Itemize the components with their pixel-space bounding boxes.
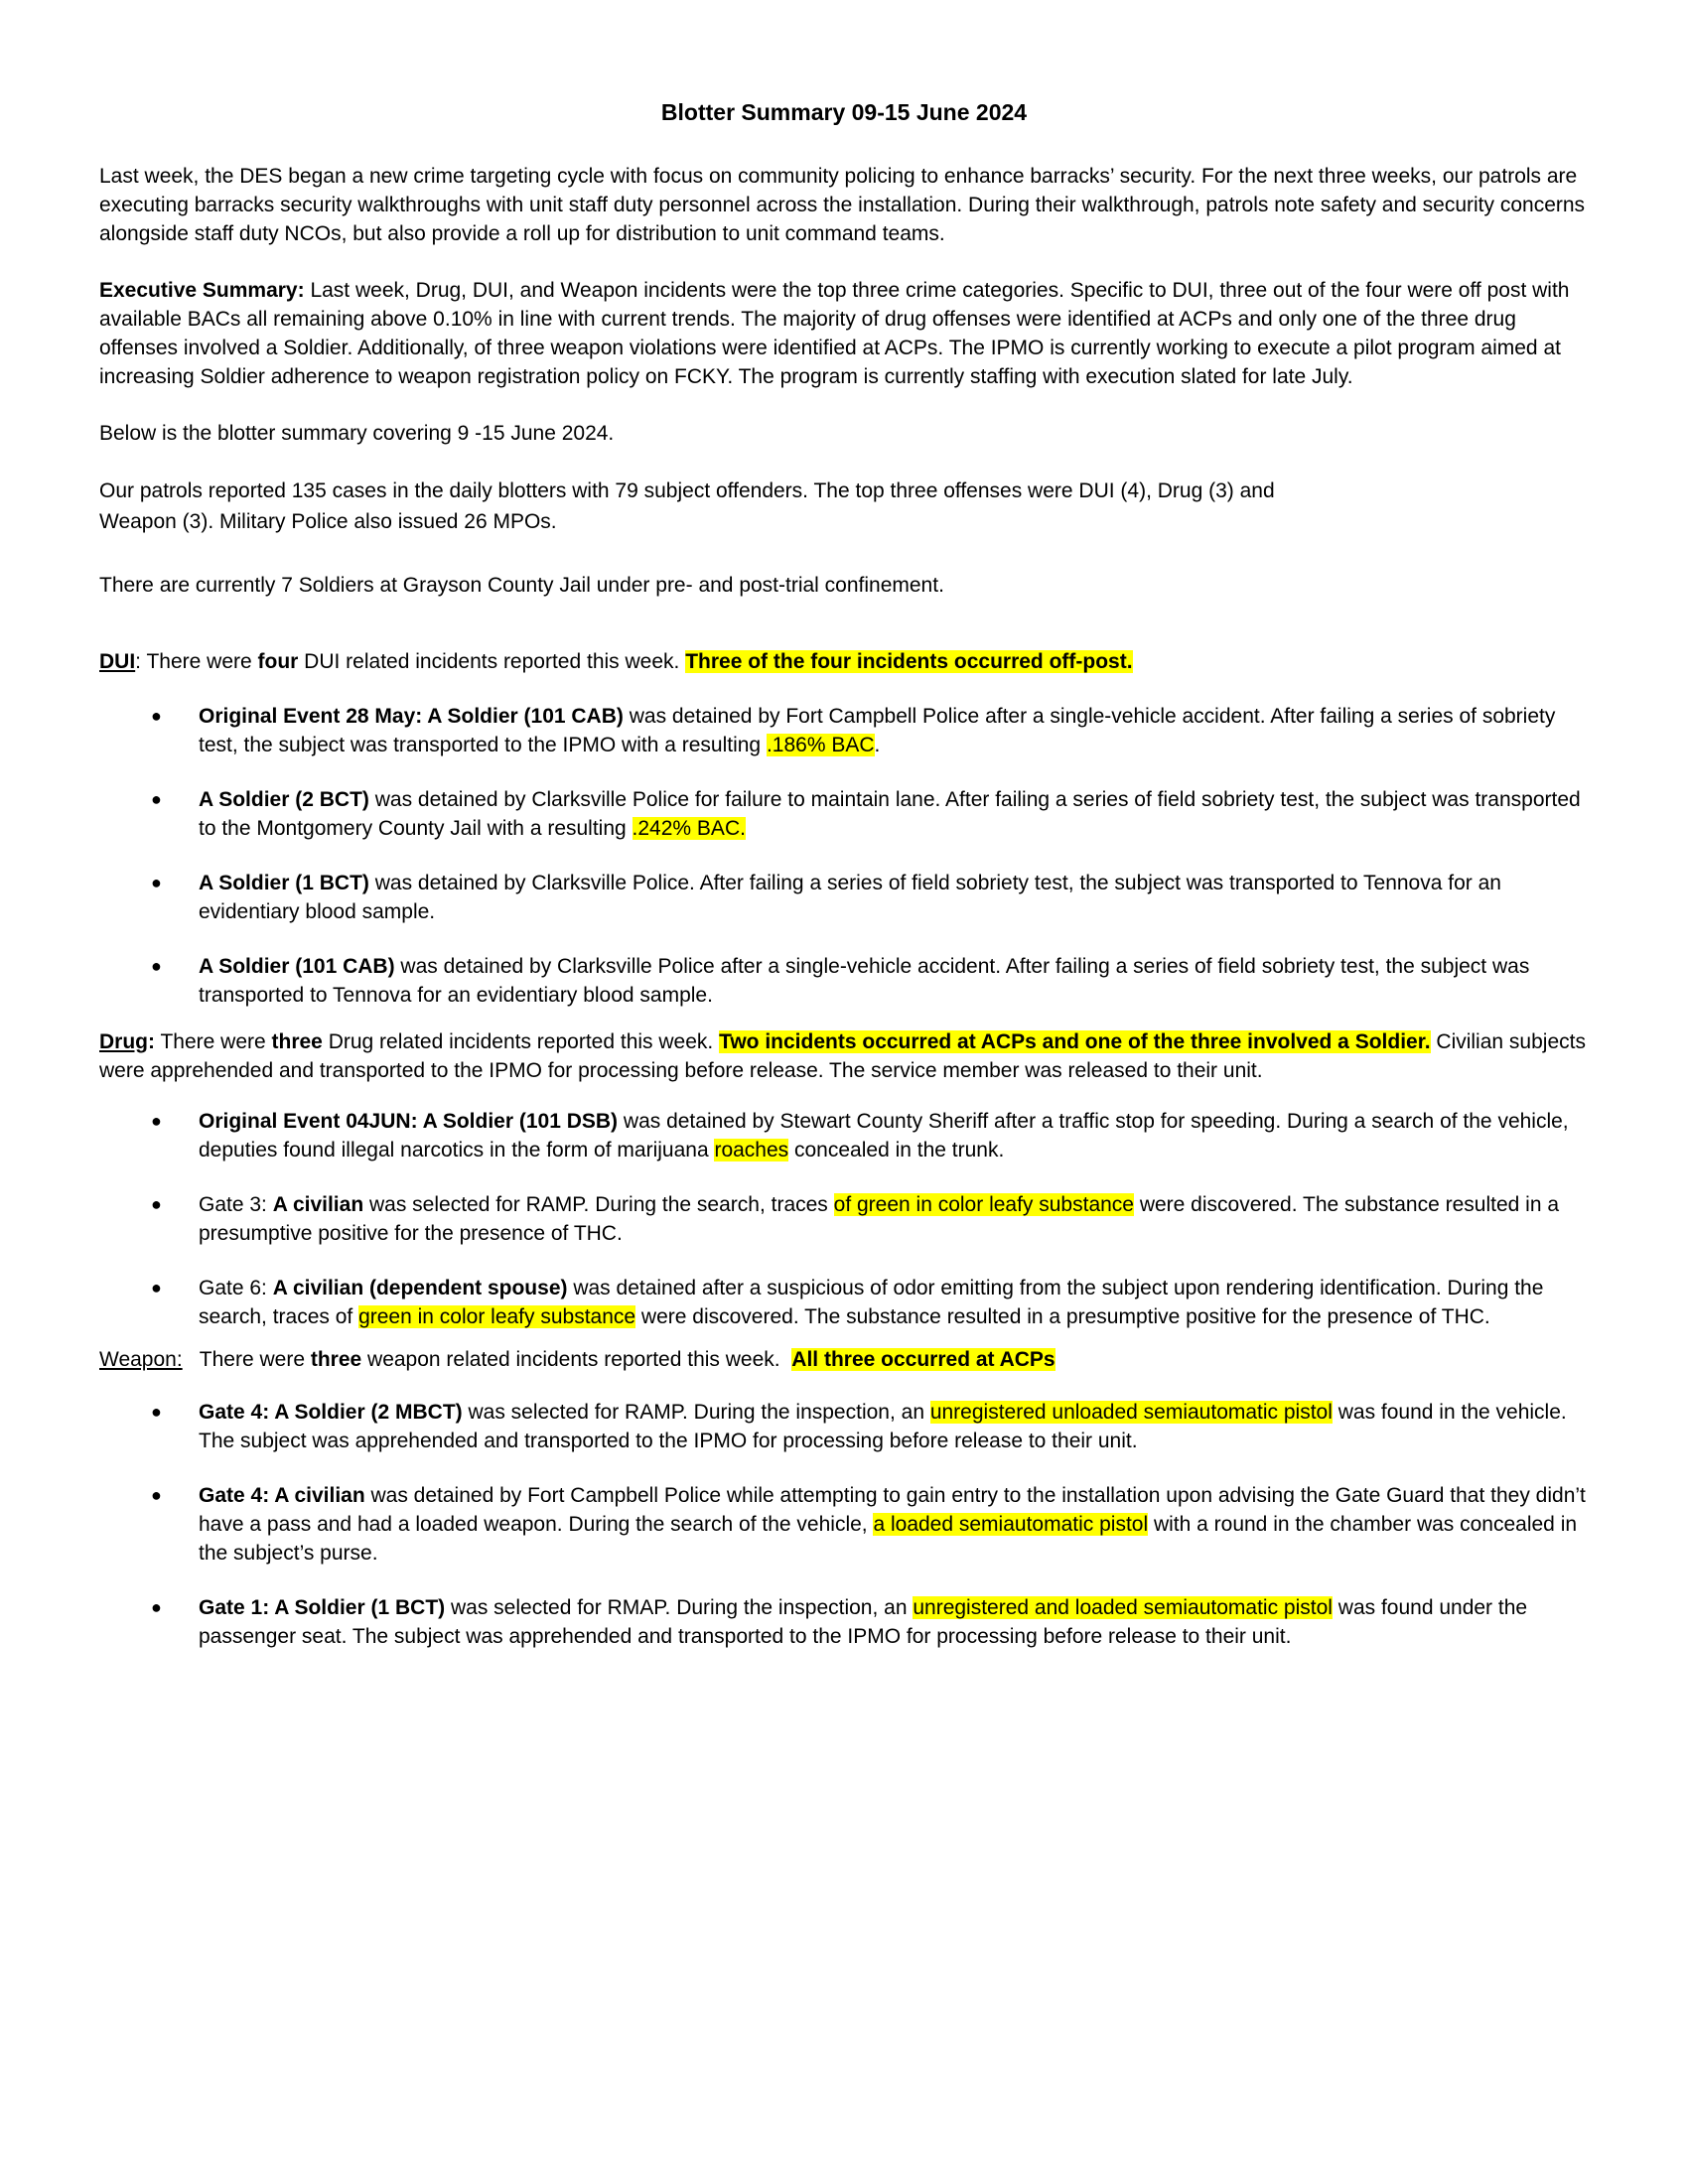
weapon-post: weapon related incidents reported this week.: [361, 1348, 792, 1371]
intro-paragraph: Last week, the DES began a new crime targeting cycle with focus on community policing to enhance barracks’ security. For the next three weeks, our patrols are executing barracks security walkthroughs with unit staff duty personnel across the installation. During their walkthrough, patrols note safety and security concerns alongside staff duty NCOs, but also provide a roll up for distribution to unit command teams.: [99, 165, 1586, 245]
drug-pre: There were: [155, 1030, 272, 1053]
incident-subject: Gate 4: A civilian: [199, 1484, 365, 1507]
incident-text: was detained after a suspicious of odor emitting from the subject upon rendering identification. During the search, traces of: [199, 1277, 1544, 1328]
bullet-icon: ●: [151, 1278, 162, 1297]
dui-incident: [99, 869, 1589, 926]
incident-subject: Gate 1: A Soldier (1 BCT): [199, 1596, 446, 1619]
incident-highlight: .186% BAC: [766, 734, 875, 756]
incident-subject: A Soldier (101 CAB): [199, 955, 395, 978]
incident-subject: A civilian (dependent spouse): [272, 1277, 568, 1299]
incident-text: was detained by Clarksville Police after a single-vehicle accident. After failing a series of field sobriety test, the subject was transported to Tennova for an evidentiary blood sample.: [199, 955, 1530, 1007]
dui-colon: :: [135, 650, 142, 673]
incident-tail: was found under the passenger seat. The subject was apprehended and transported to the IPMO for processing before release to their unit.: [199, 1596, 1528, 1648]
weapon-pre: There were: [182, 1348, 311, 1371]
dui-incident-list: [99, 702, 1589, 1010]
drug-highlight: Two incidents occurred at ACPs and one of the three involved a Soldier.: [719, 1030, 1431, 1053]
incident-tail: were discovered. The substance resulted in a presumptive positive for the presence of THC.: [199, 1193, 1560, 1245]
incident-highlight: unregistered and loaded semiautomatic pistol: [913, 1596, 1333, 1619]
incident-tail: concealed in the trunk.: [788, 1139, 1005, 1161]
incident-text: was selected for RMAP. During the inspection, an: [445, 1596, 914, 1619]
incident-highlight: unregistered unloaded semiautomatic pistol: [929, 1401, 1333, 1424]
incident-subject: A Soldier (1 BCT): [199, 872, 369, 894]
executive-summary-text: Last week, Drug, DUI, and Weapon incidents were the top three crime categories. Specific to DUI, three out of the four were off post with available BACs all remaining above 0.10% in line with current trends. The majority of drug offenses were identified at ACPs and only one of the three drug offenses involved a Soldier. Additionally, of three weapon violations were identified at ACPs. The IPMO is currently working to execute a pilot program aimed at increasing Soldier adherence to weapon registration policy on FCKY. The program is currently staffing with execution slated for late July.: [99, 279, 1570, 388]
incident-highlight: roaches: [714, 1139, 789, 1161]
dui-label: DUI: [99, 650, 136, 673]
dui-highlight: Three of the four incidents occurred off-post.: [685, 650, 1133, 673]
incident-text: was selected for RAMP. During the inspection, an: [462, 1401, 930, 1424]
executive-summary-label: Executive Summary:: [99, 279, 305, 302]
dui-incident: [99, 785, 1589, 843]
incident-subject: A Soldier (2 BCT): [199, 788, 369, 811]
drug-incident: [99, 1190, 1589, 1248]
bullet-icon: ●: [151, 1597, 162, 1617]
incident-subject: Original Event 28 May: A Soldier (101 CAB): [199, 705, 624, 728]
dui-section-heading: [99, 647, 1589, 676]
bullet-icon: ●: [151, 956, 162, 976]
dui-post: DUI related incidents reported this week.: [298, 650, 686, 673]
drug-incident: [99, 1274, 1589, 1331]
incident-subject: A civilian: [272, 1193, 364, 1216]
drug-incident-list: [99, 1107, 1589, 1331]
incident-subject: Gate 4: A Soldier (2 MBCT): [199, 1401, 463, 1424]
incident-prefix: Gate 3:: [199, 1193, 273, 1216]
weapon-incident-list: [99, 1398, 1589, 1651]
document-page: [99, 99, 1589, 1677]
drug-post: Drug related incidents reported this week.: [322, 1030, 720, 1053]
incident-text: was detained by Fort Campbell Police while attempting to gain entry to the installation upon advising the Gate Guard that they didn’t have a pass and had a loaded weapon. During the search of the vehicle,: [199, 1484, 1586, 1536]
weapon-incident: [99, 1481, 1589, 1568]
incident-tail: .: [874, 734, 881, 756]
bullet-icon: ●: [151, 1402, 162, 1422]
coverage-statement: Below is the blotter summary covering 9 -15 June 2024.: [99, 422, 615, 445]
incident-text: was detained by Clarksville Police for failure to maintain lane. After failing a series of field sobriety test, the subject was transported to the Montgomery County Jail with a resulting: [199, 788, 1581, 840]
weapon-incident: [99, 1593, 1589, 1651]
incident-highlight: of green in color leafy substance: [833, 1193, 1134, 1216]
drug-colon: :: [148, 1030, 155, 1053]
incident-text: was selected for RAMP. During the search, traces: [363, 1193, 834, 1216]
incident-highlight: .242% BAC.: [632, 817, 746, 840]
bullet-icon: ●: [151, 789, 162, 809]
incident-text: was detained by Fort Campbell Police after a single-vehicle accident. After failing a series of sobriety test, the subject was transported to the IPMO with a resulting: [199, 705, 1556, 756]
confinement-statement: There are currently 7 Soldiers at Grayson County Jail under pre- and post-trial confinement.: [99, 574, 944, 597]
drug-count: three: [271, 1030, 323, 1053]
weapon-section-heading: [99, 1345, 1589, 1374]
incident-tail: was found in the vehicle. The subject was apprehended and transported to the IPMO for processing before release to their unit.: [199, 1401, 1567, 1452]
dui-pre: There were: [141, 650, 258, 673]
weapon-label: Weapon:: [99, 1348, 183, 1371]
incident-text: was detained by Clarksville Police. After failing a series of field sobriety test, the subject was transported to Tennova for an evidentiary blood sample.: [199, 872, 1501, 923]
incident-tail: were discovered. The substance resulted in a presumptive positive for the presence of THC.: [635, 1305, 1490, 1328]
incident-tail: with a round in the chamber was concealed in the subject’s purse.: [199, 1513, 1578, 1565]
weapon-highlight: All three occurred at ACPs: [791, 1348, 1055, 1371]
incident-prefix: Gate 6:: [199, 1277, 273, 1299]
dui-incident: [99, 702, 1589, 759]
bullet-icon: ●: [151, 1194, 162, 1214]
drug-section-heading: [99, 1027, 1589, 1085]
weapon-count: three: [310, 1348, 362, 1371]
weapon-incident: [99, 1398, 1589, 1455]
incident-subject: Original Event 04JUN: A Soldier (101 DSB): [199, 1110, 619, 1133]
dui-incident: [99, 952, 1589, 1010]
executive-summary: [99, 276, 1589, 391]
incident-highlight: green in color leafy substance: [358, 1305, 636, 1328]
bullet-icon: ●: [151, 1485, 162, 1505]
stats-text-1: Our patrols reported 135 cases in the daily blotters with 79 subject offenders. The top three offenses were DUI (4), Drug (3) and: [99, 479, 1275, 502]
stats-line-1: [99, 476, 1589, 506]
bullet-icon: ●: [151, 1111, 162, 1131]
drug-after: Civilian subjects were apprehended and transported to the IPMO for processing before release. The service member was released to their unit.: [99, 1030, 1586, 1082]
bullet-icon: ●: [151, 706, 162, 726]
dui-count: four: [257, 650, 299, 673]
incident-highlight: a loaded semiautomatic pistol: [873, 1513, 1149, 1536]
drug-incident: [99, 1107, 1589, 1164]
incident-text: was detained by Stewart County Sheriff after a traffic stop for speeding. During a search of the vehicle, deputies found illegal narcotics in the form of marijuana: [199, 1110, 1569, 1161]
stats-line-2: [99, 506, 1589, 537]
document-title: Blotter Summary 09-15 June 2024: [660, 99, 1028, 125]
stats-text-2: Weapon (3). Military Police also issued 26 MPOs.: [99, 510, 557, 533]
drug-label: Drug: [99, 1030, 148, 1053]
bullet-icon: ●: [151, 873, 162, 892]
